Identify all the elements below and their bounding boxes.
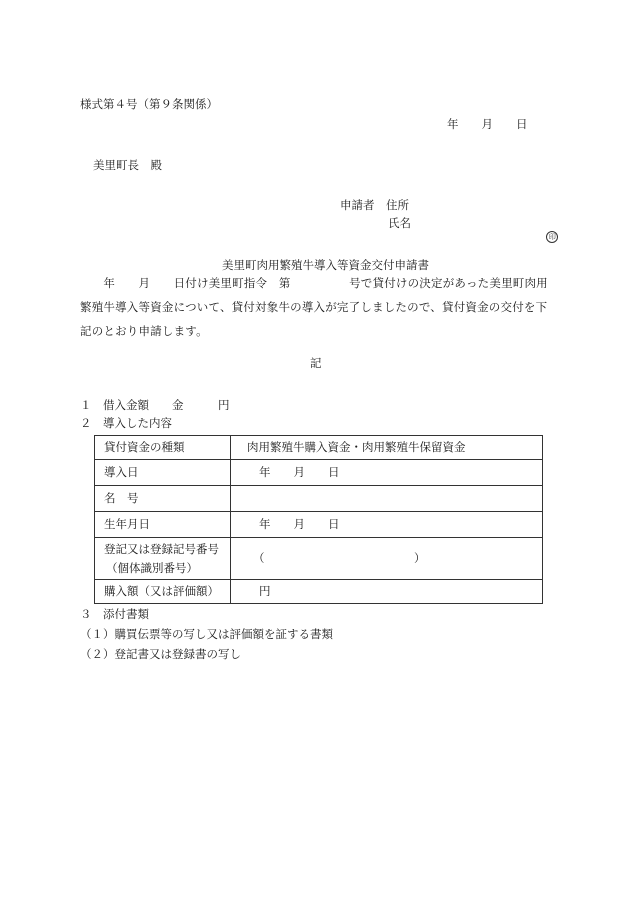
purchase-amount-value: 円 [231,580,543,604]
document-title: 美里町肉用繁殖牛導入等資金交付申請書 [222,258,429,272]
date-line: 年 月 日 [447,117,528,131]
registration-number-label-line2: （個体識別番号） [106,560,198,575]
table-row [95,538,543,580]
body-line: 年 月 日付け美里町指令 第 号で貸付けの決定があった美里町肉用 [80,276,548,290]
item-1-loan-amount: １ 借入金額 金 円 [80,398,230,412]
purchase-amount-label: 購入額（又は評価額） [95,580,231,604]
table-row [95,580,543,604]
body-line: 記のとおり申請します。 [80,324,208,338]
body-line: 繁殖牛導入等資金について、貸付対象牛の導入が完了しましたので、貸付資金の交付を下 [80,300,548,314]
body-paragraph [80,271,555,343]
table-row [95,512,543,538]
table-row [95,460,543,486]
form-number: 様式第４号（第９条関係） [80,97,218,111]
cattle-name-label: 名 号 [95,486,231,512]
loan-type-label: 貸付資金の種類 [95,436,231,460]
item-3-heading: ３ 添付書類 [80,607,149,621]
birth-date-label: 生年月日 [95,512,231,538]
table-row [95,486,543,512]
introduction-date-label: 導入日 [95,460,231,486]
loan-type-value: 肉用繁殖牛購入資金・肉用繁殖牛保留資金 [231,436,543,460]
table-row [95,436,543,460]
applicant-address-label: 申請者 住所 [340,198,409,212]
registration-number-label-line1: 登記又は登録記号番号 [104,541,219,556]
registration-number-label [95,538,231,580]
seal-mark [539,218,558,243]
attachment-2: （２）登記書又は登録書の写し [80,647,241,661]
applicant-name-label: 氏名 [388,216,411,230]
introduction-date-value: 年 月 日 [231,460,543,486]
attachment-1: （１）購買伝票等の写し又は評価額を証する書類 [80,627,333,641]
seal-icon: 印 [546,231,558,243]
addressee: 美里町長 殿 [93,158,162,172]
item-2-heading: ２ 導入した内容 [80,416,172,430]
ki-heading: 記 [310,356,322,370]
introduced-content-table [94,435,543,604]
birth-date-value: 年 月 日 [231,512,543,538]
cattle-name-value [231,486,543,512]
registration-number-value: （ ） [231,538,543,580]
